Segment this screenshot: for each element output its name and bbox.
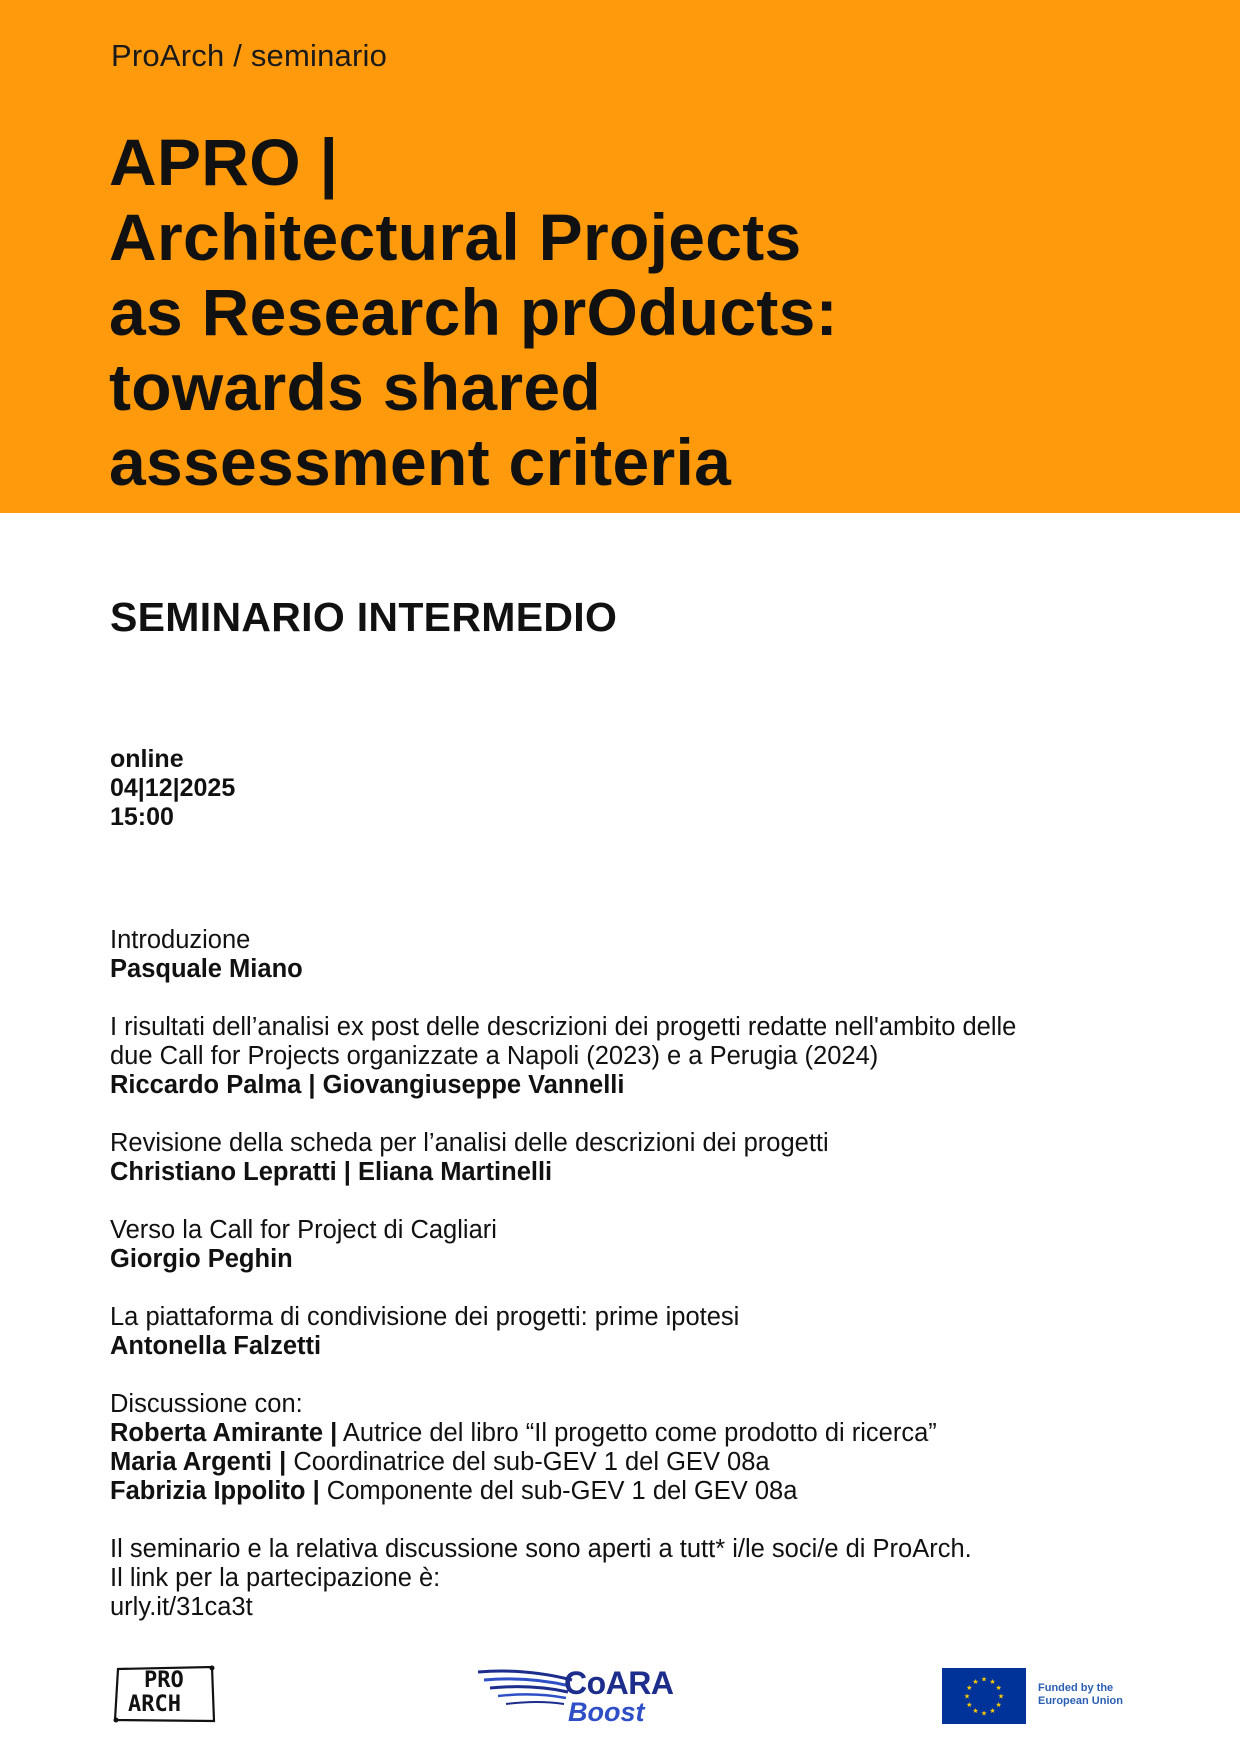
page-title <box>109 125 1209 500</box>
eu-star-icon: ★ <box>966 1702 973 1709</box>
proarch-logo <box>112 1665 217 1723</box>
item-speaker: Giorgio Peghin <box>110 1245 293 1273</box>
item-description: due Call for Projects organizzate a Napoli (2023) e a Perugia (2024) <box>110 1042 879 1070</box>
item-speaker: Pasquale Miano <box>110 955 303 983</box>
participation-link[interactable]: urly.it/31ca3t <box>110 1593 253 1621</box>
eu-stars <box>942 1668 1026 1724</box>
coara-logo-sub: Boost <box>568 1697 645 1727</box>
program-item-talk3 <box>110 1216 1130 1274</box>
eu-funding-logo <box>942 1668 1142 1724</box>
coara-boost-logo <box>476 1664 690 1726</box>
item-speaker: Riccardo Palma | Giovangiuseppe Vannelli <box>110 1071 625 1099</box>
section-heading: SEMINARIO INTERMEDIO <box>110 594 618 640</box>
closing-line: Il link per la partecipazione è: <box>110 1564 441 1592</box>
eu-star-icon: ★ <box>980 1676 988 1684</box>
item-description: Revisione della scheda per l’analisi delle descrizioni dei progetti <box>110 1129 829 1157</box>
item-speaker: Christiano Lepratti | Eliana Martinelli <box>110 1158 553 1186</box>
eu-star-icon: ★ <box>980 1710 988 1718</box>
title-line: APRO | <box>109 125 339 199</box>
eu-star-icon: ★ <box>997 1693 1005 1701</box>
coara-logo-text: CoARA <box>564 1665 674 1701</box>
discussant-role: Coordinatrice del sub-GEV 1 del GEV 08a <box>286 1448 770 1476</box>
eu-text-line: Funded by the <box>1038 1682 1114 1694</box>
eu-star-icon: ★ <box>989 1678 996 1686</box>
program-item-intro <box>110 926 1130 984</box>
title-line: assessment criteria <box>109 425 732 499</box>
discussant-role: Autrice del libro “Il progetto come prodotto di ricerca” <box>337 1419 937 1447</box>
event-mode: online <box>110 745 184 773</box>
eu-star-icon: ★ <box>995 1702 1002 1709</box>
item-description: La piattaforma di condivisione dei progetti: prime ipotesi <box>110 1303 740 1331</box>
discussant-role: Componente del sub-GEV 1 del GEV 08a <box>319 1477 798 1505</box>
program-item-talk4 <box>110 1303 1130 1361</box>
title-line: Architectural Projects <box>109 200 802 274</box>
kicker: ProArch / seminario <box>111 38 388 73</box>
eu-star-icon: ★ <box>963 1693 971 1701</box>
program-item-talk2 <box>110 1129 1130 1187</box>
eu-flag-icon <box>942 1668 1026 1724</box>
program-item-talk1 <box>110 1013 1130 1100</box>
discussant <box>110 1419 1130 1448</box>
item-description: Discussione con: <box>110 1390 303 1418</box>
eu-star-icon: ★ <box>972 1678 979 1686</box>
event-date: 04|12|2025 <box>110 774 236 802</box>
discussant <box>110 1477 1130 1506</box>
program-item-discussion <box>110 1390 1130 1506</box>
title-line: towards shared <box>109 350 602 424</box>
event-time: 15:00 <box>110 803 174 831</box>
header-banner <box>0 0 1240 513</box>
discussant-name: Fabrizia Ippolito | <box>110 1477 320 1505</box>
eu-star-icon: ★ <box>972 1708 979 1716</box>
title-line: as Research prOducts: <box>109 275 838 349</box>
item-description: Verso la Call for Project di Cagliari <box>110 1216 497 1244</box>
speed-lines-icon <box>476 1664 576 1726</box>
proarch-logo-line: ARCH <box>128 1692 181 1717</box>
item-description: Introduzione <box>110 926 251 954</box>
discussant-name: Maria Argenti | <box>110 1448 287 1476</box>
item-speaker: Antonella Falzetti <box>110 1332 322 1360</box>
program <box>110 926 1130 1622</box>
eu-text-line: European Union <box>1038 1695 1123 1707</box>
event-details <box>110 745 235 832</box>
discussant-name: Roberta Amirante | <box>110 1419 338 1447</box>
item-description: I risultati dell’analisi ex post delle descrizioni dei progetti redatte nell'ambito delle <box>110 1013 1017 1041</box>
discussant <box>110 1448 1130 1477</box>
proarch-logo-line: PRO <box>144 1668 184 1693</box>
closing-note <box>110 1535 1130 1622</box>
eu-star-icon: ★ <box>966 1685 973 1692</box>
eu-star-icon: ★ <box>989 1708 996 1716</box>
closing-line: Il seminario e la relativa discussione sono aperti a tutt* i/le soci/e di ProArch. <box>110 1535 972 1563</box>
eu-star-icon: ★ <box>995 1685 1002 1692</box>
